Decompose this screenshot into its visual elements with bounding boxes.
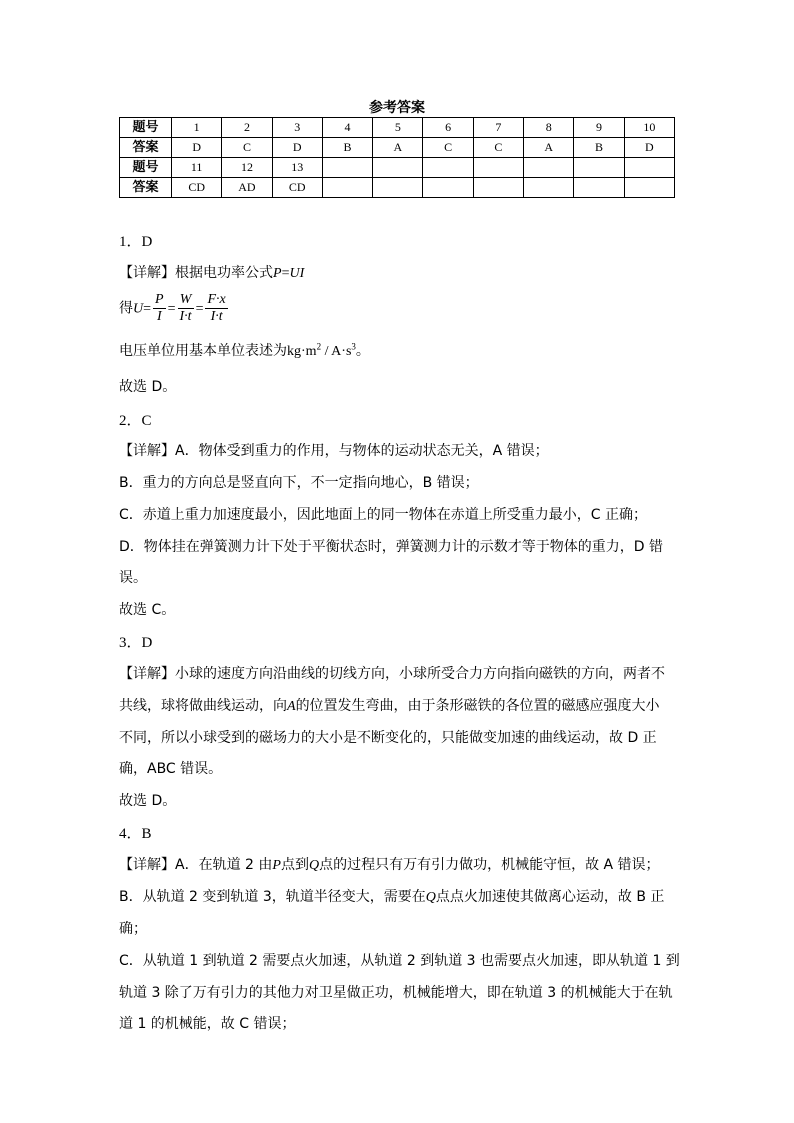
solution-line: 轨道 3 除了万有引力的其他力对卫星做正功，机械能增大，即在轨道 3 的机械能大于在轨 [119,985,673,1001]
table-cell [524,158,574,178]
table-cell: D [172,138,222,158]
question-heading: 3．D [119,635,153,651]
solution-line: 确，ABC 错误。 [119,761,223,777]
table-cell: 3 [272,118,322,138]
table-cell [322,158,372,178]
solution-text: 共线，球将做曲线运动，向 [119,698,287,714]
solution-line: 故选 C。 [119,602,176,618]
table-cell [524,178,574,198]
formula-eq: = [281,266,290,281]
solution-line [119,886,664,906]
table-cell: 9 [574,118,624,138]
row-label-question: 题号 [120,118,172,138]
solution-line: B．重力的方向总是竖直向下，不一定指向地心，B 错误； [119,475,479,491]
formula-var: P [272,858,281,873]
solution-line: C．赤道上重力加速度最小，因此地面上的同一物体在赤道上所受重力最小，C 正确； [119,507,647,523]
solution-line: 故选 D。 [119,793,177,809]
solution-line [119,262,304,282]
solution-text: 点的过程只有万有引力做功，机械能守恒，故 A 错误； [319,857,660,873]
formula-var: Q [425,890,436,905]
question-heading: 2．C [119,413,152,429]
table-cell [574,178,624,198]
table-row [120,118,675,138]
solution-line: 道 1 的机械能，故 C 错误； [119,1016,296,1032]
table-cell: CD [172,178,222,198]
table-cell: 4 [322,118,372,138]
solution-text: 【详解】根据电功率公式 [119,265,273,281]
table-cell: B [574,138,624,158]
solution-line: 误。 [119,570,147,586]
table-cell: 6 [423,118,473,138]
denominator: I·t [179,309,192,324]
table-cell: 5 [373,118,423,138]
table-cell: 2 [222,118,272,138]
formula-eq: = [143,301,152,317]
table-row [120,158,675,178]
table-cell: A [373,138,423,158]
table-cell: 12 [222,158,272,178]
formula-var: U [133,301,144,317]
table-cell [423,178,473,198]
solution-text: B．从轨道 2 变到轨道 3，轨道半径变大，需要在 [119,889,426,905]
formula-var: Q [308,858,320,873]
table-cell [322,178,372,198]
table-cell [473,178,523,198]
table-cell: D [272,138,322,158]
denominator: I·t [210,309,223,324]
solution-text: 点点火加速使其做离心运动，故 B 正 [435,889,665,905]
question-heading: 1．D [119,234,153,250]
table-cell: A [524,138,574,158]
solution-line: 【详解】小球的速度方向沿曲线的切线方向，小球所受合力方向指向磁铁的方向，两者不 [119,666,665,682]
solution-line: D．物体挂在弹簧测力计下处于平衡状态时，弹簧测力计的示数才等于物体的重力，D 错 [119,539,664,555]
table-cell [624,178,674,198]
fraction [205,292,227,325]
formula-var: P [273,266,282,281]
formula-eq: = [167,301,176,317]
table-row [120,178,675,198]
unit-text: kg·m [287,344,317,359]
table-cell [624,158,674,178]
table-cell: 13 [272,158,322,178]
table-cell: 1 [172,118,222,138]
solution-line [119,695,660,715]
solution-line [119,292,230,325]
unit-exponent: 2 [316,341,322,352]
formula-var: A [287,699,296,714]
table-cell: B [322,138,372,158]
solution-text: 得 [119,300,133,317]
solution-text: 的位置发生弯曲，由于条形磁铁的各位置的磁感应强度大小 [295,698,660,714]
answer-table [119,117,675,198]
table-cell: C [473,138,523,158]
table-cell [373,158,423,178]
table-cell [423,158,473,178]
table-cell: 7 [473,118,523,138]
unit-text: / A·s [321,344,352,359]
row-label-question: 题号 [120,158,172,178]
table-cell: 11 [172,158,222,178]
solution-line: C．从轨道 1 到轨道 2 需要点火加速，从轨道 2 到轨道 3 也需要点火加速，即从轨道 1 到 [119,953,680,969]
table-row [120,138,675,158]
solution-line: 故选 D。 [119,379,177,395]
solution-text: 。 [355,343,370,359]
solution-text: 【详解】A．在轨道 2 由 [119,857,273,873]
solution-line [119,340,370,360]
formula-eq: = [195,301,204,317]
row-label-answer: 答案 [120,178,172,198]
numerator: F·x [207,292,226,307]
table-cell: AD [222,178,272,198]
solution-line: 确； [119,921,147,937]
table-cell [574,158,624,178]
question-heading: 4．B [119,826,152,842]
formula-var: UI [289,266,305,281]
fraction [178,292,194,325]
table-cell: D [624,138,674,158]
page-title: 参考答案 [369,100,425,116]
solution-line: 【详解】A．物体受到重力的作用，与物体的运动状态无关，A 错误； [119,443,549,459]
table-cell: C [423,138,473,158]
table-cell: 10 [624,118,674,138]
numerator: P [155,292,164,307]
table-cell: CD [272,178,322,198]
solution-text: 点到 [280,857,309,873]
row-label-answer: 答案 [120,138,172,158]
solution-line: 不同，所以小球受到的磁场力的大小是不断变化的，只能做变加速的曲线运动，故 D 正 [119,730,657,746]
table-cell [373,178,423,198]
unit-exponent: 3 [351,341,356,352]
table-cell: C [222,138,272,158]
denominator: I [156,309,162,324]
table-cell [473,158,523,178]
fraction [153,292,166,325]
solution-text: 电压单位用基本单位表述为 [119,343,287,359]
table-cell: 8 [524,118,574,138]
solution-line [119,854,660,874]
numerator: W [178,292,194,309]
